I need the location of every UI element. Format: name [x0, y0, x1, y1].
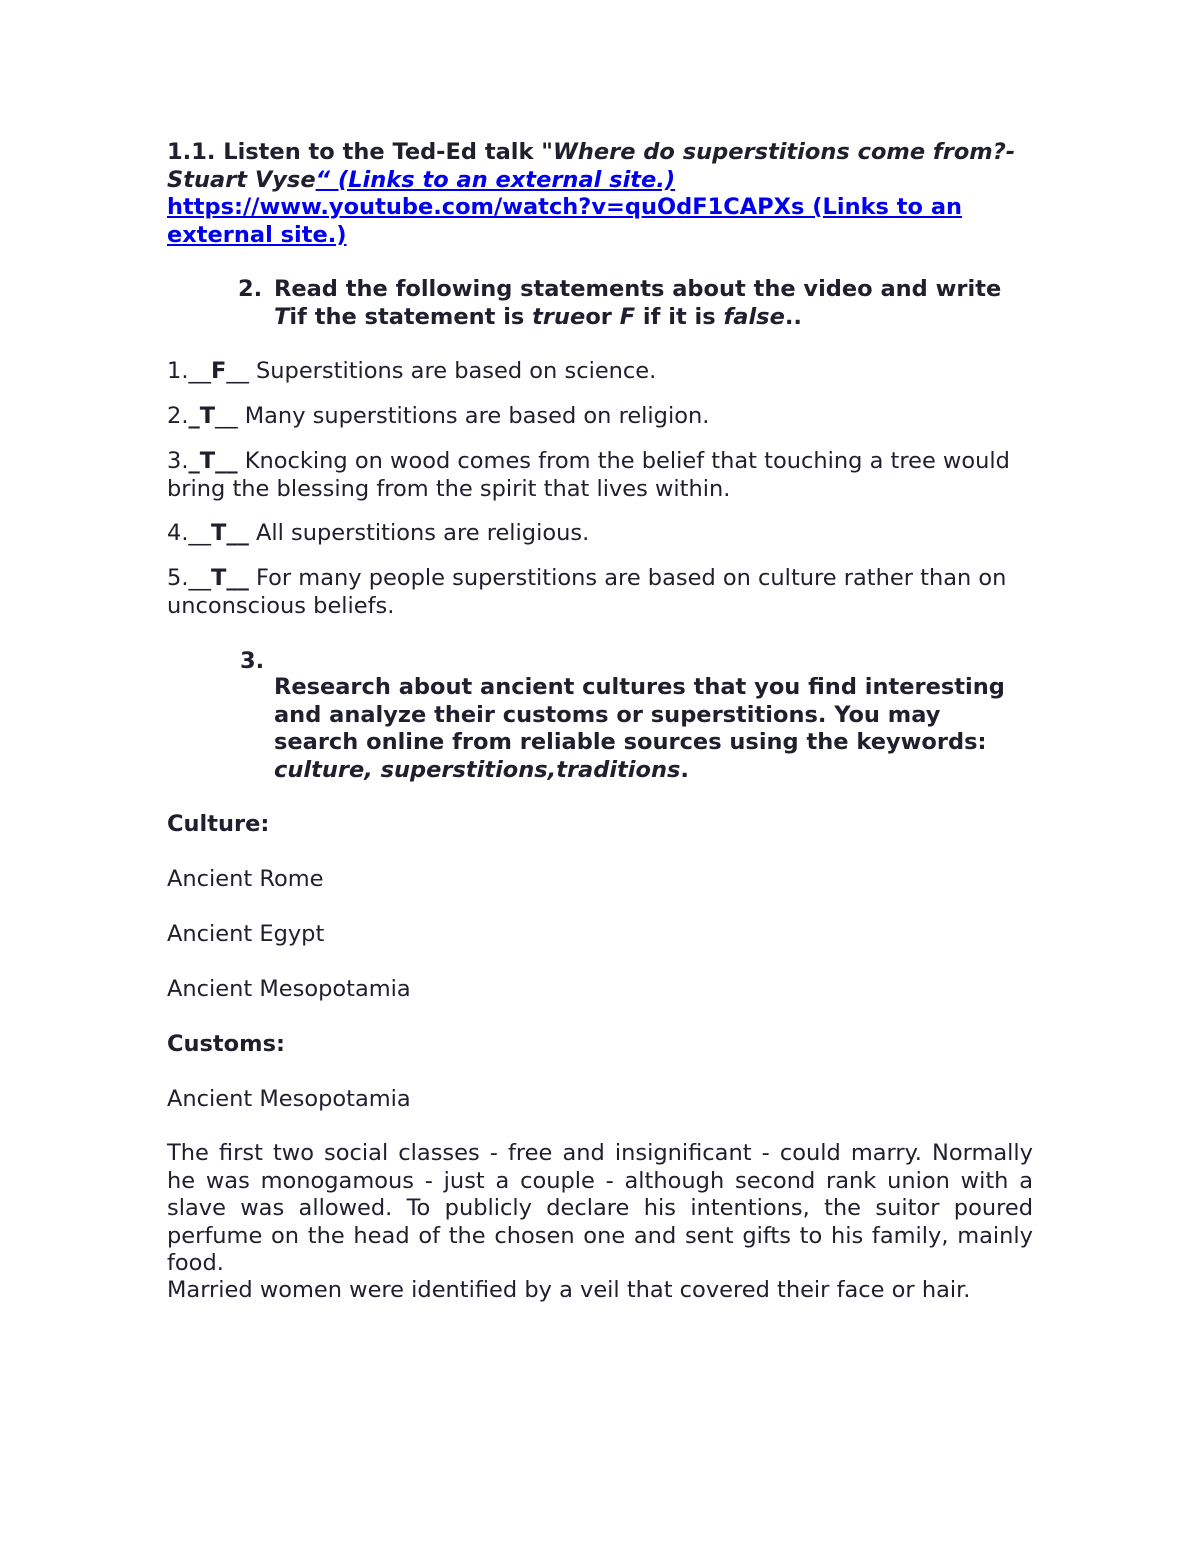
section-1-instruction [167, 139, 1037, 249]
external-site-link[interactable]: “ (Links to an external site.) [315, 166, 676, 193]
section-1-prefix: 1.1. Listen to the Ted-Ed talk " [167, 139, 554, 165]
customs-paragraph: The first two social classes - free and insignificant - could marry. Normally he was monogamous - just a couple - although second rank union with a slave was allowed. To publicly declare his intentions, the suitor poured perfume on the head of the chosen one and sent gifts to his family, mainly food. [167, 1140, 1033, 1276]
culture-item: Ancient Egypt [167, 921, 325, 947]
false-letter: F [619, 303, 636, 330]
answer-4: T [210, 520, 227, 546]
video-title: Where do superstitions come from?- Stuart Vyse [167, 139, 1016, 193]
section-3-number: 3. [240, 648, 265, 674]
customs-heading: Customs: [167, 1031, 285, 1057]
statement-2: 2._T__ Many superstitions are based on religion. [167, 403, 710, 429]
statement-1: 1.__F__ Superstitions are based on science. [167, 358, 657, 384]
section-2-instruction: Read the following statements about the video and write Tif the statement is trueor F if it is false.. [274, 276, 1002, 330]
true-word: true [532, 303, 586, 330]
section-2-number: 2. [238, 276, 263, 302]
culture-item: Ancient Rome [167, 866, 324, 892]
culture-item: Ancient Mesopotamia [167, 976, 411, 1002]
false-word: false [723, 303, 785, 330]
answer-3: T [199, 448, 216, 474]
youtube-link[interactable]: https://www.youtube.com/watch?v=quOdF1CAPXs (Links to an external site.) [167, 194, 963, 248]
section-3-instruction: Research about ancient cultures that you find interesting and analyze their customs or superstitions. You may search online from reliable sources using the keywords: culture, superstitions,traditions. [274, 674, 1005, 783]
true-letter: T [274, 303, 290, 330]
customs-subheading: Ancient Mesopotamia [167, 1086, 411, 1112]
answer-1: F [210, 358, 227, 384]
answer-5: T [210, 565, 227, 591]
statement-3: 3._T__ Knocking on wood comes from the belief that touching a tree would bring the blessing from the spirit that lives within. [167, 448, 1010, 502]
statement-4: 4.__T__ All superstitions are religious. [167, 520, 590, 546]
customs-last-line: Married women were identified by a veil that covered their face or hair. [167, 1277, 971, 1303]
answer-2: T [199, 403, 216, 429]
keywords: culture, superstitions,traditions [274, 756, 681, 783]
culture-heading: Culture: [167, 811, 270, 837]
statement-5: 5.__T__ For many people superstitions are based on culture rather than on unconscious beliefs. [167, 565, 1007, 619]
